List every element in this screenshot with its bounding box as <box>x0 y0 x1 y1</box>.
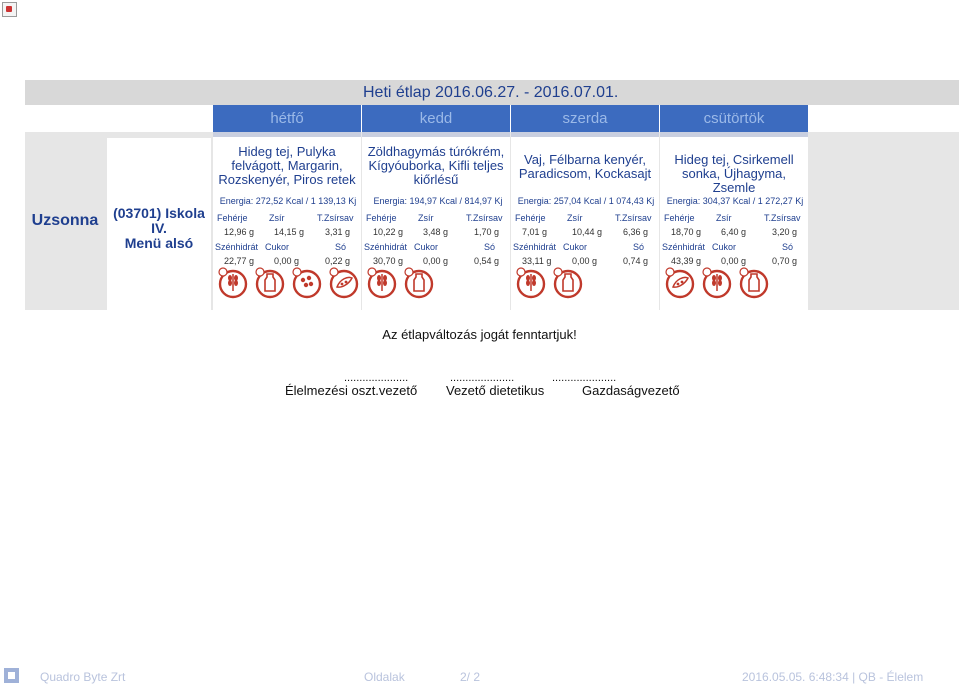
food-line: Hideg tej, Pulyka <box>238 144 336 159</box>
nutrient-label-szenhidrat: Szénhidrát <box>364 242 408 252</box>
meal-label: Uzsonna <box>31 212 99 229</box>
nutrient-label-zsir: Zsír <box>269 213 285 223</box>
allergen-milk-icon <box>255 267 285 297</box>
nutrient-label-so: Só <box>633 242 645 252</box>
energy-thursday: Energia: 304,37 Kcal / 1 272,27 Kj <box>666 196 804 206</box>
footer-page-number: 2/ 2 <box>460 670 481 684</box>
food-line: Zöldhagymás túrókrém, <box>367 144 505 159</box>
food-line: felvágott, Margarin, <box>231 158 343 173</box>
food-wednesday <box>511 153 659 181</box>
food-line: kiőrlésű <box>413 172 459 187</box>
energy-tuesday: Energia: 194,97 Kcal / 814,97 Kj <box>373 196 503 206</box>
nutrient-label-feherje: Fehérje <box>664 213 695 223</box>
allergen-soy-icon <box>665 267 695 297</box>
nutrient-value-cukor: 0,00 g <box>721 256 747 266</box>
nutrient-value-so: 0,74 g <box>623 256 649 266</box>
nutrient-value-tzsirsav: 6,36 g <box>623 227 649 237</box>
nutrient-value-feherje: 18,70 g <box>671 227 702 237</box>
day-header-tuesday: kedd <box>362 105 510 132</box>
allergen-milk-icon <box>553 267 583 297</box>
nutrient-value-szenhidrat: 22,77 g <box>224 256 255 266</box>
nutrient-label-so: Só <box>782 242 794 252</box>
nutrient-label-szenhidrat: Szénhidrát <box>215 242 259 252</box>
nutrient-value-cukor: 0,00 g <box>423 256 449 266</box>
allergen-gluten-icon <box>367 267 397 297</box>
nutrient-value-zsir: 14,15 g <box>274 227 305 237</box>
signature-line: ..................... <box>552 372 617 384</box>
nutrient-label-zsir: Zsír <box>567 213 583 223</box>
signature-line: ..................... <box>450 372 515 384</box>
menu-type: Menü alsó <box>124 235 194 251</box>
food-monday <box>213 145 361 187</box>
nutrient-value-feherje: 12,96 g <box>224 227 255 237</box>
nutrient-label-zsir: Zsír <box>418 213 434 223</box>
food-line: Paradicsom, Kockasajt <box>518 166 652 181</box>
broken-image-icon <box>2 2 17 17</box>
nutrient-value-szenhidrat: 33,11 g <box>522 256 552 266</box>
nutrient-value-zsir: 3,48 g <box>423 227 449 237</box>
energy-wednesday: Energia: 257,04 Kcal / 1 074,43 Kj <box>517 196 655 206</box>
nutrient-value-zsir: 10,44 g <box>572 227 603 237</box>
nutrient-label-zsir: Zsír <box>716 213 732 223</box>
nutrient-value-feherje: 10,22 g <box>373 227 404 237</box>
nutrient-value-zsir: 6,40 g <box>721 227 747 237</box>
nutrient-label-cukor: Cukor <box>563 242 588 252</box>
nutrient-label-cukor: Cukor <box>712 242 737 252</box>
nutrient-value-tzsirsav: 1,70 g <box>474 227 500 237</box>
nutrient-value-so: 0,70 g <box>772 256 798 266</box>
nutrient-value-so: 0,54 g <box>474 256 500 266</box>
food-line: Hideg tej, Csirkemell <box>674 152 794 167</box>
nutrient-value-cukor: 0,00 g <box>572 256 598 266</box>
nutrient-label-so: Só <box>335 242 347 252</box>
energy-monday: Energia: 272,52 Kcal / 1 139,13 Kj <box>219 196 357 206</box>
nutrient-value-feherje: 7,01 g <box>522 227 548 237</box>
school-cell <box>107 138 211 310</box>
nutrient-label-tzsirsav: T.Zsírsav <box>615 213 652 223</box>
footer-timestamp: 2016.05.05. 6:48:34 | QB - Élelem <box>742 670 924 684</box>
nutrient-label-tzsirsav: T.Zsírsav <box>317 213 354 223</box>
allergen-soy-icon <box>329 267 359 297</box>
footer-page-label: Oldalak <box>364 670 405 684</box>
day-header-wednesday: szerda <box>511 105 659 132</box>
food-thursday <box>660 153 808 195</box>
signature-role: Vezető dietetikus <box>446 383 545 398</box>
allergen-mustard-icon <box>292 267 322 297</box>
nutrient-label-szenhidrat: Szénhidrát <box>662 242 706 252</box>
nutrient-label-cukor: Cukor <box>265 242 290 252</box>
signature-line: ..................... <box>344 372 409 384</box>
disclaimer: Az étlapváltozás jogát fenntartjuk! <box>382 327 577 342</box>
nutrient-value-szenhidrat: 30,70 g <box>373 256 404 266</box>
food-line: Rozskenyér, Piros retek <box>218 172 356 187</box>
nutrient-label-feherje: Fehérje <box>217 213 248 223</box>
nutrient-label-cukor: Cukor <box>414 242 439 252</box>
signature-role: Gazdaságvezető <box>582 383 680 398</box>
footer-company: Quadro Byte Zrt <box>40 670 126 684</box>
nutrient-value-szenhidrat: 43,39 g <box>671 256 702 266</box>
nutrient-value-tzsirsav: 3,31 g <box>325 227 351 237</box>
nutrient-value-so: 0,22 g <box>325 256 351 266</box>
school-name: (03701) Iskola IV. <box>113 205 205 236</box>
food-tuesday <box>362 145 510 187</box>
allergen-milk-icon <box>739 267 769 297</box>
nutrient-label-feherje: Fehérje <box>515 213 546 223</box>
nutrient-label-tzsirsav: T.Zsírsav <box>466 213 503 223</box>
nutrient-label-szenhidrat: Szénhidrát <box>513 242 557 252</box>
nutrient-value-tzsirsav: 3,20 g <box>772 227 798 237</box>
nutrient-label-feherje: Fehérje <box>366 213 397 223</box>
signature-role: Élelmezési oszt.vezető <box>285 383 418 398</box>
allergen-gluten-icon <box>702 267 732 297</box>
nutrient-label-so: Só <box>484 242 496 252</box>
food-line: Kígyóuborka, Kifli teljes <box>368 158 504 173</box>
allergen-gluten-icon <box>516 267 546 297</box>
allergen-milk-icon <box>404 267 434 297</box>
nutrient-label-tzsirsav: T.Zsírsav <box>764 213 801 223</box>
allergen-gluten-icon <box>218 267 248 297</box>
day-header-thursday: csütörtök <box>660 105 808 132</box>
quadro-byte-logo-icon <box>3 667 20 684</box>
page-title: Heti étlap 2016.06.27. - 2016.07.01. <box>363 84 619 101</box>
day-header-monday: hétfő <box>213 105 361 132</box>
nutrient-value-cukor: 0,00 g <box>274 256 300 266</box>
food-line: sonka, Újhagyma, Zsemle <box>681 166 787 195</box>
food-line: Vaj, Félbarna kenyér, <box>524 152 646 167</box>
